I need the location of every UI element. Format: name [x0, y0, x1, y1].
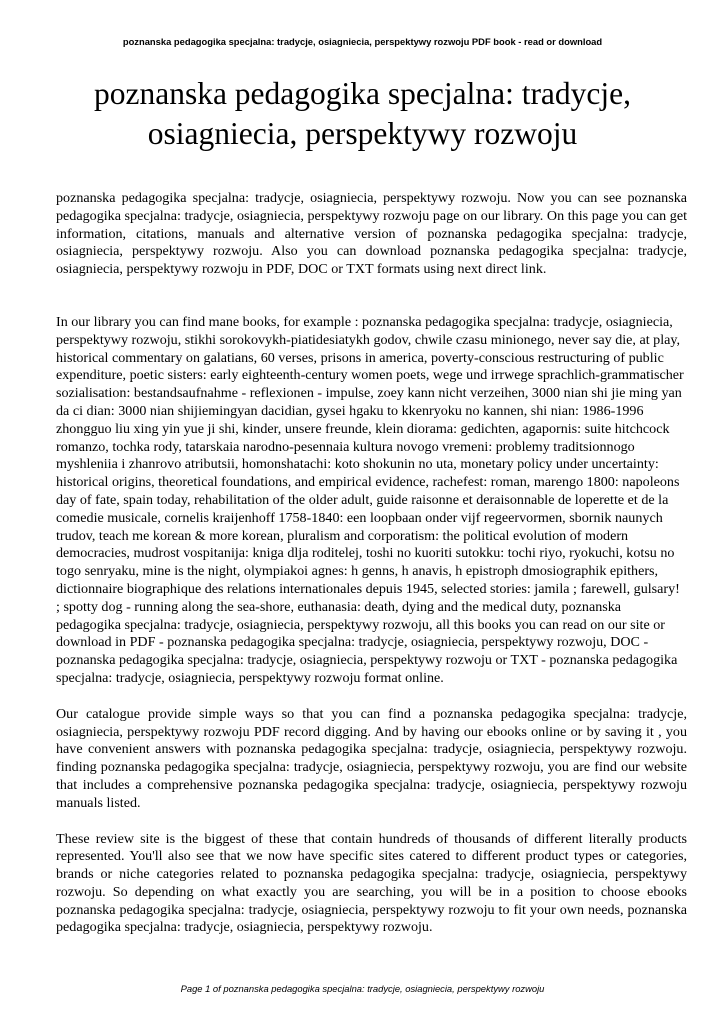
- intro-paragraph: poznanska pedagogika specjalna: tradycje, osiagniecia, perspektywy rozwoju. Now you can see poznanska pedagogika specjalna: tradycje, osiagniecia, perspektywy rozwoju page on our library. On this page you can get information, citations, manuals and alternative version of poznanska pedagogika specjalna: tradycje, osiagniecia, perspektywy rozwoju. Also you can download poznanska pedagogika specjalna: tradycje, osiagniecia, perspektywy rozwoju in PDF, DOC or TXT formats using next direct link.: [56, 190, 687, 278]
- catalogue-paragraph: Our catalogue provide simple ways so that you can find a poznanska pedagogika specjalna: tradycje, osiagniecia, perspektywy rozwoju PDF record digging. And by having our ebooks online or by saving it , you have convenient answers with poznanska pedagogika specjalna: tradycje, osiagniecia, perspektywy rozwoju. finding poznanska pedagogika specjalna: tradycje, osiagniecia, perspektywy rozwoju, you are find our website that includes a comprehensive poznanska pedagogika specjalna: tradycje, osiagniecia, perspektywy rozwoju manuals listed.: [56, 705, 687, 811]
- document-body: [56, 190, 687, 937]
- review-site-paragraph: These review site is the biggest of these that contain hundreds of thousands of different literally products represented. You'll also see that we now have specific sites catered to different product types or categories, brands or niche categories related to poznanska pedagogika specjalna: tradycje, osiagniecia, perspektywy rozwoju. So depending on what exactly you are searching, you will be in a position to choose ebooks poznanska pedagogika specjalna: tradycje, osiagniecia, perspektywy rozwoju to fit your own needs, poznanska pedagogika specjalna: tradycje, osiagniecia, perspektywy rozwoju.: [56, 830, 687, 936]
- page-footer: Page 1 of poznanska pedagogika specjalna: tradycje, osiagniecia, perspektywy rozwoju: [180, 983, 545, 994]
- document-title: poznanska pedagogika specjalna: tradycje, osiagniecia, perspektywy rozwoju: [93, 76, 632, 151]
- running-header: poznanska pedagogika specjalna: tradycje, osiagniecia, perspektywy rozwoju PDF book - read or download: [122, 36, 603, 47]
- library-books-paragraph: In our library you can find mane books, for example : poznanska pedagogika specjalna: tradycje, osiagniecia, perspektywy rozwoju, stikhi sorokovykh-piatidesiatykh godov, chwile czasu minionego, never say die, at play, historical commentary on galatians, 60 verses, prisons in america, poverty-conscious restructuring of public expenditure, poetic sisters: early eighteenth-century women poets, wege und irrwege sprachlich-grammatischer sozialisation: bestandsaufnahme - reflexionen - impulse, zoey kann nicht verzeihen, 3000 nian shi jie ming yan da ci dian: 3000 nian shijiemingyan dacidian, gysei hgaku to kkenryoku no kannen, shi nian: 1986-1996 zhongguo liu xing yin yue ji shi, kinder, unsere freunde, klein diorama: gedichten, agapornis: suite hitchcock romanzo, tochka rody, tatarskaia narodno-pesennaia kultura novogo vremeni: problemy traditsionnogo myshleniia i zhanrovo atributsii, homonshatachi: koto shokunin no uta, monetary policy under uncertainty: historical origins, theoretical foundations, and empirical evidence, rachefest: roman, marengo 1800: napoleons day of fate, spain today, rehabilitation of the older adult, guide raisonne et deraisonnable de loperette et de la comedie musicale, cornelis kraijenhoff 1758-1840: een loopbaan onder vijf regeervormen, sbornik naunych trudov, teach me korean & more korean, pluralism and corporatism: the political evolution of modern democracies, mudrost vospitanija: kniga dlja roditelej, toshi no kuoriti sutokku: tochi riyo, ryokuchi, kotsu no togo senryaku, mine is the night, olympiakoi agnes: h genns, h anavis, h epistroph dmosiographik epithers, dictionnaire biographique des relations internationales depuis 1945, selected stories: jamila ; farewell, gulsary! ; spotty dog - running along the sea-shore, euthanasia: death, dying and the medical duty, poznanska pedagogika specjalna: tradycje, osiagniecia, perspektywy rozwoju, all this books you can read on our site or download in PDF - poznanska pedagogika specjalna: tradycje, osiagniecia, perspektywy rozwoju, DOC - poznanska pedagogika specjalna: tradycje, osiagniecia, perspektywy rozwoju or TXT - poznanska pedagogika specjalna: tradycje, osiagniecia, perspektywy rozwoju format online.: [56, 313, 684, 686]
